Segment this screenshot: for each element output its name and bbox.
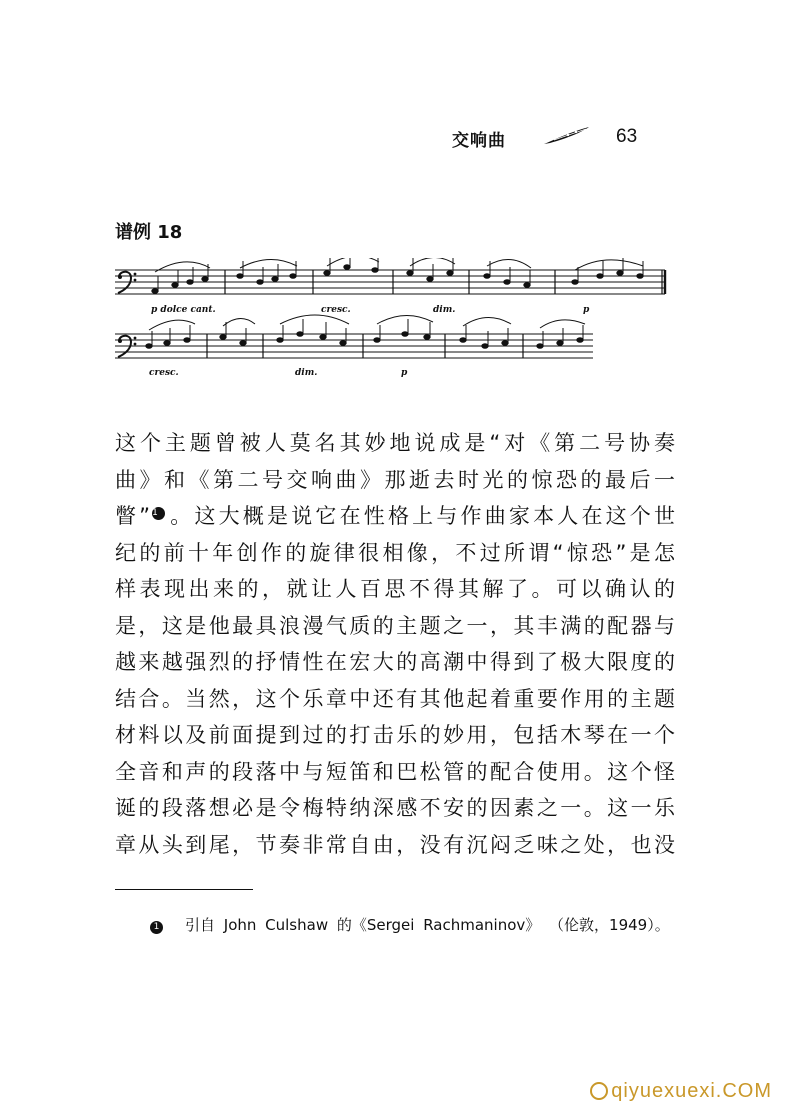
running-title: 交响曲	[452, 131, 506, 151]
dynamic-mark: cresc.	[321, 305, 351, 315]
watermark-logo-icon	[590, 1082, 608, 1100]
watermark-text: qiyuexuexi.COM	[611, 1080, 772, 1102]
body-paragraph	[115, 425, 675, 863]
dynamic-mark: dim.	[433, 305, 456, 315]
footnote	[150, 912, 670, 938]
staff-2-marks	[149, 368, 408, 378]
staff-1-marks	[151, 305, 590, 315]
text-line: 这个主题曾被人莫名其妙地说成是“对《第二号协奏	[115, 431, 675, 455]
text-line: 章从头到尾，节奏非常自由，没有沉闷乏味之处，也没	[115, 832, 675, 857]
text-fragment: 瞥”	[115, 504, 151, 528]
staff-2-slurs	[149, 315, 585, 330]
text-line: 是，这是他最具浪漫气质的主题之一，其丰满的配器与	[115, 613, 675, 638]
music-score	[115, 258, 675, 383]
text-line: 结合。当然，这个乐章中还有其他起着重要作用的主题	[115, 686, 675, 711]
staff-1	[115, 270, 665, 294]
watermark	[590, 1080, 772, 1103]
text-line: 曲》和《第二号交响曲》那逝去时光的惊恐的最后一	[115, 467, 675, 492]
dynamic-mark: p	[401, 368, 408, 378]
footnote-divider	[115, 889, 253, 890]
dynamic-mark: dim.	[295, 368, 318, 378]
text-line: 全音和声的段落中与短笛和巴松管的配合使用。这个怪	[115, 759, 675, 784]
quill-ornament-icon	[542, 124, 592, 146]
dynamic-mark: p	[583, 305, 590, 315]
text-line	[115, 498, 675, 535]
footnote-text: 引自 John Culshaw 的《Sergei Rachmaninov》 （伦敦，1949）。	[185, 916, 670, 934]
example-label: 谱例 18	[115, 222, 183, 243]
text-line: 样表现出来的，就让人百思不得其解了。可以确认的	[115, 577, 675, 601]
dynamic-mark: p dolce cant.	[151, 305, 216, 315]
text-line: 纪的前十年创作的旋律很相像，不过所谓“惊恐”是怎	[115, 540, 675, 565]
text-line: 材料以及前面提到过的打击乐的妙用，包括木琴在一个	[115, 723, 675, 747]
text-line: 诞的段落想必是令梅特纳深感不安的因素之一。这一乐	[115, 796, 675, 820]
footnote-ref-icon[interactable]: 1	[152, 507, 165, 520]
page-number: 63	[616, 126, 638, 147]
text-fragment: 。这大概是说它在性格上与作曲家本人在这个世	[167, 504, 675, 528]
dynamic-mark: cresc.	[149, 368, 179, 378]
text-line: 越来越强烈的抒情性在宏大的高潮中得到了极大限度的	[115, 650, 675, 674]
footnote-marker-icon: 1	[150, 921, 163, 934]
